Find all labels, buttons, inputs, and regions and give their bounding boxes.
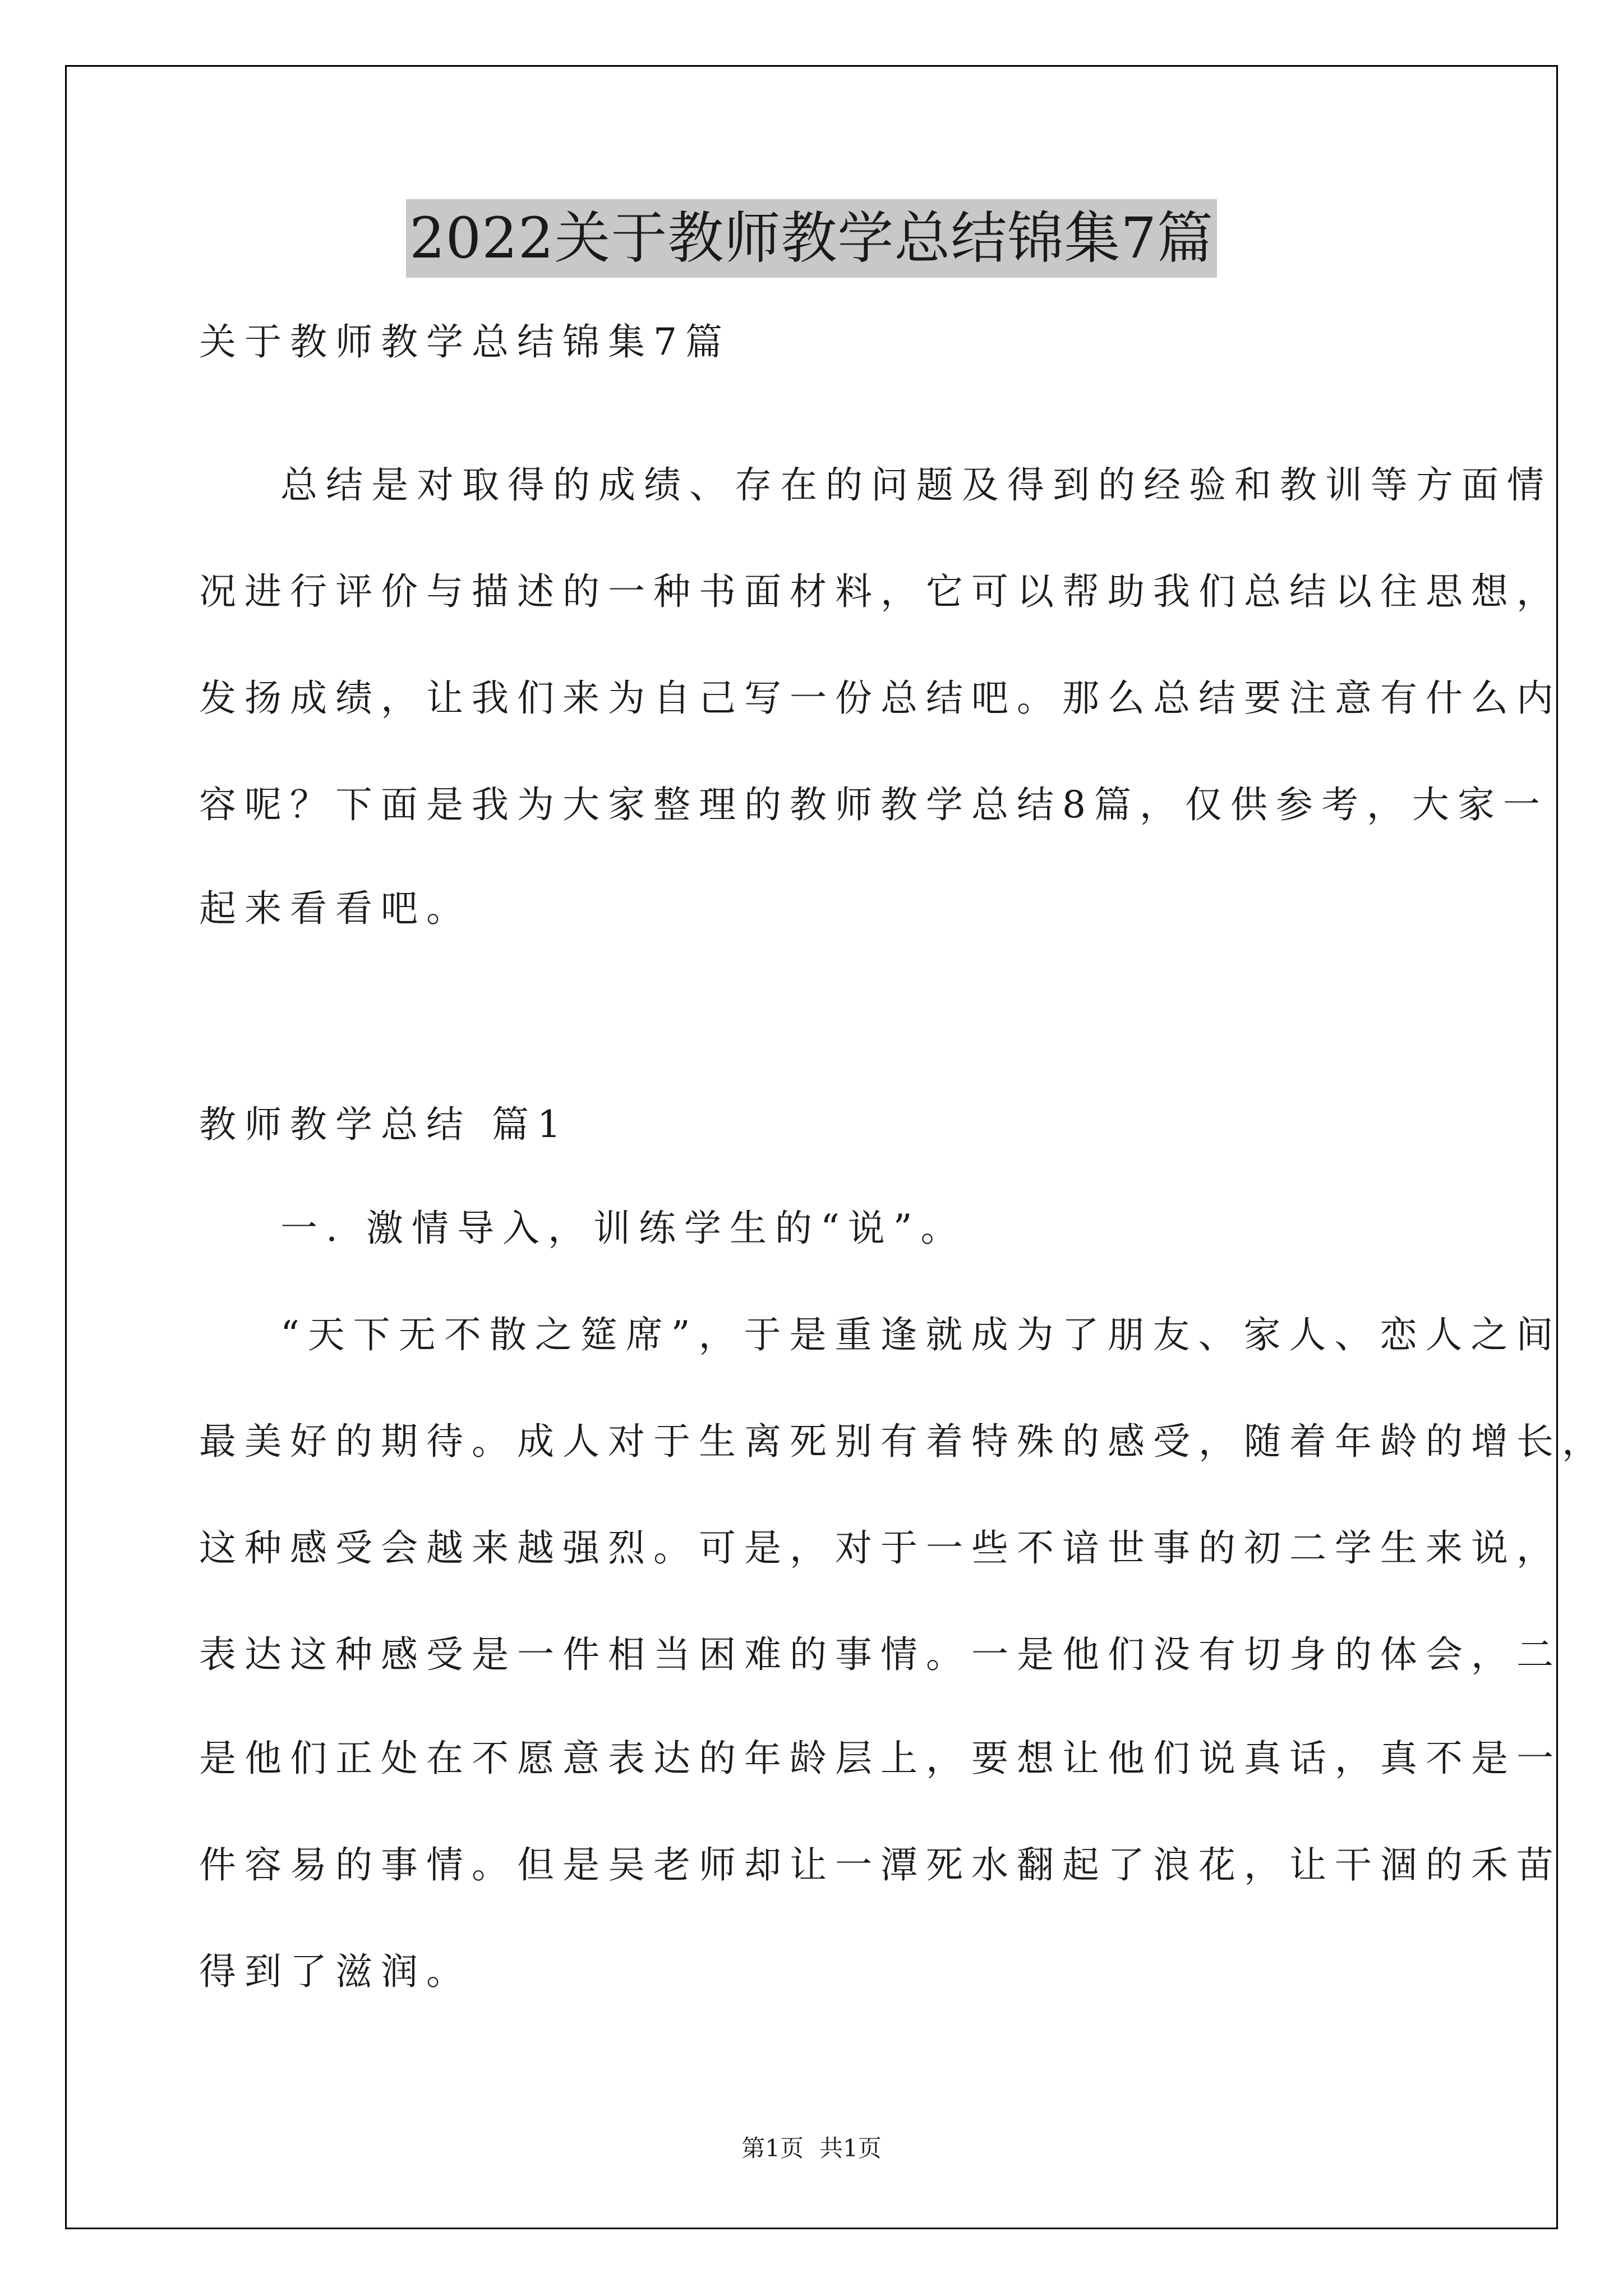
intro-line-2: 况进行评价与描述的一种书面材料，它可以帮助我们总结以往思想， [199,570,1562,613]
page-total: 共1页 [819,2134,882,2162]
document-subtitle: 关于教师教学总结锦集7篇 [199,320,731,364]
page-footer [0,2132,1623,2165]
body-line-4: 表达这种感受是一件相当困难的事情。一是他们没有切身的体会，二 [199,1633,1562,1676]
section-heading: 教师教学总结 篇1 [199,1103,569,1146]
intro-line-1: 总结是对取得的成绩、存在的问题及得到的经验和教训等方面情 [280,463,1552,507]
intro-line-3: 发扬成绩，让我们来为自己写一份总结吧。那么总结要注意有什么内 [199,677,1562,720]
body-line-6: 件容易的事情。但是吴老师却让一潭死水翻起了浪花，让干涸的禾苗 [199,1843,1562,1887]
point-heading: 一. 激情导入，训练学生的“说”。 [280,1207,966,1250]
document-title [0,199,1623,278]
body-line-2: 最美好的期待。成人对于生离死别有着特殊的感受，随着年龄的增长， [199,1420,1607,1463]
intro-line-5: 起来看看吧。 [199,887,472,930]
body-line-5: 是他们正处在不愿意表达的年龄层上，要想让他们说真话，真不是一 [199,1737,1562,1780]
page-border [65,65,1558,2229]
intro-line-4: 容呢？下面是我为大家整理的教师教学总结8篇，仅供参考，大家一 [199,783,1548,826]
body-line-7: 得到了滋润。 [199,1950,472,1993]
body-line-3: 这种感受会越来越强烈。可是，对于一些不谙世事的初二学生来说， [199,1526,1562,1570]
body-line-1: “天下无不散之筵席”，于是重逢就成为了朋友、家人、恋人之间 [280,1313,1562,1356]
document-title-text: 2022关于教师教学总结锦集7篇 [406,199,1217,278]
page-number: 第1页 [741,2134,804,2162]
